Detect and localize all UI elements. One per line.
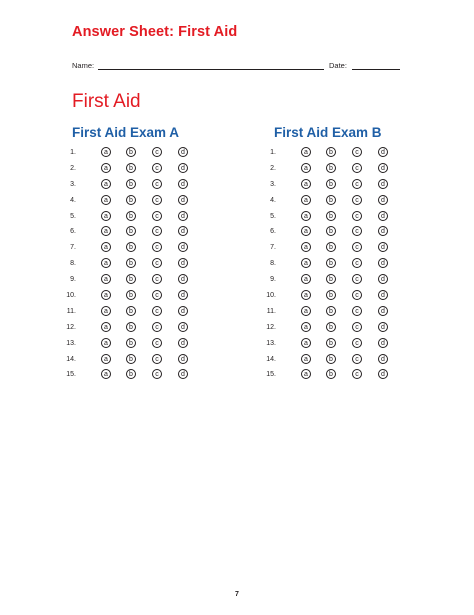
answer-bubble-a[interactable]: a [301, 179, 311, 189]
answer-bubble-a[interactable]: a [301, 369, 311, 379]
name-field-line[interactable] [98, 69, 324, 70]
answer-bubble-c[interactable]: c [152, 179, 162, 189]
answer-bubble-d[interactable]: d [378, 369, 388, 379]
answer-bubble-b[interactable]: b [326, 179, 336, 189]
answer-bubble-d[interactable]: d [178, 290, 188, 300]
answer-bubble-a[interactable]: a [301, 258, 311, 268]
question-number: 6. [70, 228, 76, 236]
name-date-row [72, 61, 402, 75]
question-number: 11. [266, 307, 276, 315]
answer-bubble-b[interactable]: b [326, 242, 336, 252]
exam-a-question-row [63, 225, 193, 241]
answer-bubble-a[interactable]: a [301, 195, 311, 205]
page-header-title: Answer Sheet: First Aid [72, 24, 238, 40]
exam-b-question-row [263, 194, 393, 210]
exam-b-question-row [263, 368, 393, 384]
answer-bubble-d[interactable]: d [178, 338, 188, 348]
answer-bubble-b[interactable]: b [326, 369, 336, 379]
answer-bubble-d[interactable]: d [378, 211, 388, 221]
answer-bubble-b[interactable]: b [126, 179, 136, 189]
question-number: 12. [266, 323, 276, 331]
answer-bubble-c[interactable]: c [352, 258, 362, 268]
answer-bubble-d[interactable]: d [378, 258, 388, 268]
answer-bubble-b[interactable]: b [326, 211, 336, 221]
answer-bubble-c[interactable]: c [152, 354, 162, 364]
question-number: 15. [266, 371, 276, 379]
exam-b-question-row [263, 178, 393, 194]
answer-bubble-a[interactable]: a [301, 306, 311, 316]
answer-bubble-d[interactable]: d [378, 290, 388, 300]
answer-bubble-d[interactable]: d [378, 163, 388, 173]
question-number: 4. [270, 196, 276, 204]
answer-bubble-b[interactable]: b [126, 354, 136, 364]
answer-bubble-c[interactable]: c [152, 226, 162, 236]
exam-a-question-row [63, 178, 193, 194]
answer-bubble-c[interactable]: c [152, 242, 162, 252]
answer-bubble-c[interactable]: c [152, 211, 162, 221]
question-number: 14. [66, 355, 76, 363]
answer-bubble-d[interactable]: d [178, 369, 188, 379]
question-number: 3. [270, 180, 276, 188]
exam-a-answers [63, 146, 193, 384]
answer-bubble-c[interactable]: c [352, 163, 362, 173]
exam-b-question-row [263, 146, 393, 162]
exam-a-title: First Aid Exam A [72, 125, 180, 140]
answer-bubble-c[interactable]: c [352, 211, 362, 221]
answer-bubble-d[interactable]: d [378, 242, 388, 252]
answer-bubble-d[interactable]: d [178, 274, 188, 284]
answer-bubble-a[interactable]: a [301, 338, 311, 348]
exam-b-title: First Aid Exam B [274, 125, 382, 140]
answer-bubble-b[interactable]: b [126, 195, 136, 205]
answer-bubble-b[interactable]: b [326, 226, 336, 236]
answer-bubble-c[interactable]: c [152, 163, 162, 173]
answer-bubble-c[interactable]: c [352, 179, 362, 189]
exam-a-question-row [63, 289, 193, 305]
exam-b-question-row [263, 337, 393, 353]
answer-bubble-d[interactable]: d [378, 226, 388, 236]
question-number: 7. [270, 244, 276, 252]
answer-bubble-b[interactable]: b [126, 290, 136, 300]
answer-bubble-b[interactable]: b [126, 242, 136, 252]
answer-bubble-d[interactable]: d [178, 163, 188, 173]
answer-bubble-d[interactable]: d [178, 211, 188, 221]
answer-bubble-a[interactable]: a [301, 290, 311, 300]
answer-bubble-d[interactable]: d [378, 195, 388, 205]
exam-a-question-row [63, 321, 193, 337]
answer-bubble-b[interactable]: b [326, 306, 336, 316]
answer-bubble-d[interactable]: d [378, 322, 388, 332]
answer-bubble-a[interactable]: a [101, 274, 111, 284]
question-number: 5. [270, 212, 276, 220]
page-number: 7 [235, 591, 239, 598]
answer-bubble-a[interactable]: a [101, 354, 111, 364]
exam-b-question-row [263, 210, 393, 226]
answer-bubble-a[interactable]: a [301, 274, 311, 284]
answer-bubble-a[interactable]: a [301, 322, 311, 332]
question-number: 10. [66, 292, 76, 300]
exam-b-question-row [263, 353, 393, 369]
answer-bubble-c[interactable]: c [352, 242, 362, 252]
answer-bubble-d[interactable]: d [178, 258, 188, 268]
question-number: 13. [66, 339, 76, 347]
answer-bubble-b[interactable]: b [326, 338, 336, 348]
answer-bubble-c[interactable]: c [352, 290, 362, 300]
answer-bubble-c[interactable]: c [152, 290, 162, 300]
answer-bubble-c[interactable]: c [152, 306, 162, 316]
question-number: 8. [70, 260, 76, 268]
answer-bubble-a[interactable]: a [101, 306, 111, 316]
answer-bubble-d[interactable]: d [178, 195, 188, 205]
answer-bubble-b[interactable]: b [126, 322, 136, 332]
answer-bubble-c[interactable]: c [152, 369, 162, 379]
exam-a-question-row [63, 305, 193, 321]
answer-bubble-d[interactable]: d [178, 179, 188, 189]
question-number: 15. [66, 371, 76, 379]
answer-bubble-a[interactable]: a [301, 354, 311, 364]
answer-bubble-a[interactable]: a [301, 163, 311, 173]
question-number: 11. [66, 307, 76, 315]
answer-bubble-a[interactable]: a [101, 179, 111, 189]
answer-bubble-b[interactable]: b [326, 147, 336, 157]
exam-b-question-row [263, 273, 393, 289]
answer-bubble-d[interactable]: d [378, 354, 388, 364]
date-field-line[interactable] [352, 69, 400, 70]
answer-bubble-a[interactable]: a [301, 147, 311, 157]
answer-bubble-b[interactable]: b [326, 163, 336, 173]
answer-bubble-c[interactable]: c [152, 274, 162, 284]
question-number: 3. [70, 180, 76, 188]
exam-a-question-row [63, 337, 193, 353]
answer-bubble-b[interactable]: b [126, 274, 136, 284]
answer-bubble-d[interactable]: d [178, 226, 188, 236]
exam-b-question-row [263, 225, 393, 241]
answer-bubble-b[interactable]: b [126, 211, 136, 221]
answer-bubble-a[interactable]: a [301, 211, 311, 221]
answer-bubble-c[interactable]: c [152, 338, 162, 348]
answer-bubble-a[interactable]: a [101, 338, 111, 348]
answer-bubble-a[interactable]: a [101, 195, 111, 205]
answer-bubble-c[interactable]: c [352, 306, 362, 316]
answer-bubble-b[interactable]: b [126, 147, 136, 157]
question-number: 14. [266, 355, 276, 363]
answer-bubble-b[interactable]: b [126, 258, 136, 268]
question-number: 5. [70, 212, 76, 220]
question-number: 7. [70, 244, 76, 252]
answer-bubble-a[interactable]: a [101, 147, 111, 157]
exam-a-question-row [63, 353, 193, 369]
answer-bubble-a[interactable]: a [101, 226, 111, 236]
answer-bubble-b[interactable]: b [126, 226, 136, 236]
answer-bubble-a[interactable]: a [101, 369, 111, 379]
exam-b-answers [263, 146, 393, 384]
exam-b-question-row [263, 241, 393, 257]
answer-bubble-d[interactable]: d [178, 354, 188, 364]
answer-bubble-b[interactable]: b [326, 195, 336, 205]
answer-bubble-a[interactable]: a [101, 163, 111, 173]
answer-bubble-b[interactable]: b [126, 338, 136, 348]
section-title: First Aid [72, 91, 141, 112]
exam-a-question-row [63, 257, 193, 273]
answer-bubble-b[interactable]: b [126, 163, 136, 173]
exam-b-question-row [263, 305, 393, 321]
answer-bubble-d[interactable]: d [378, 338, 388, 348]
answer-bubble-c[interactable]: c [352, 338, 362, 348]
answer-bubble-a[interactable]: a [301, 242, 311, 252]
question-number: 2. [270, 164, 276, 172]
answer-bubble-c[interactable]: c [352, 274, 362, 284]
answer-bubble-b[interactable]: b [326, 354, 336, 364]
answer-bubble-c[interactable]: c [352, 354, 362, 364]
answer-bubble-d[interactable]: d [178, 147, 188, 157]
answer-bubble-c[interactable]: c [352, 369, 362, 379]
answer-bubble-d[interactable]: d [178, 242, 188, 252]
answer-bubble-c[interactable]: c [152, 147, 162, 157]
answer-bubble-a[interactable]: a [101, 211, 111, 221]
exam-a-question-row [63, 241, 193, 257]
answer-bubble-a[interactable]: a [301, 226, 311, 236]
exam-a-question-row [63, 162, 193, 178]
exam-a-question-row [63, 368, 193, 384]
answer-bubble-a[interactable]: a [101, 322, 111, 332]
answer-bubble-b[interactable]: b [326, 274, 336, 284]
answer-bubble-b[interactable]: b [326, 322, 336, 332]
question-number: 4. [70, 196, 76, 204]
exam-a-question-row [63, 194, 193, 210]
answer-bubble-c[interactable]: c [352, 147, 362, 157]
answer-bubble-c[interactable]: c [352, 195, 362, 205]
question-number: 9. [70, 276, 76, 284]
answer-bubble-d[interactable]: d [178, 306, 188, 316]
answer-bubble-d[interactable]: d [378, 179, 388, 189]
exam-a-question-row [63, 146, 193, 162]
answer-bubble-a[interactable]: a [101, 290, 111, 300]
exam-a-question-row [63, 210, 193, 226]
answer-bubble-b[interactable]: b [326, 290, 336, 300]
answer-bubble-c[interactable]: c [152, 258, 162, 268]
question-number: 2. [70, 164, 76, 172]
question-number: 6. [270, 228, 276, 236]
question-number: 1. [70, 149, 76, 156]
date-label: Date: [329, 61, 347, 70]
answer-bubble-d[interactable]: d [378, 306, 388, 316]
question-number: 10. [266, 292, 276, 300]
answer-bubble-a[interactable]: a [101, 258, 111, 268]
answer-bubble-b[interactable]: b [126, 369, 136, 379]
name-label: Name: [72, 61, 95, 70]
answer-bubble-b[interactable]: b [326, 258, 336, 268]
exam-a-question-row [63, 273, 193, 289]
answer-bubble-a[interactable]: a [101, 242, 111, 252]
answer-bubble-c[interactable]: c [152, 195, 162, 205]
answer-bubble-d[interactable]: d [378, 147, 388, 157]
answer-bubble-c[interactable]: c [352, 322, 362, 332]
question-number: 12. [66, 323, 76, 331]
answer-bubble-d[interactable]: d [178, 322, 188, 332]
question-number: 8. [270, 260, 276, 268]
question-number: 1. [270, 149, 276, 156]
answer-bubble-b[interactable]: b [126, 306, 136, 316]
answer-bubble-c[interactable]: c [152, 322, 162, 332]
exam-b-question-row [263, 162, 393, 178]
exam-b-question-row [263, 257, 393, 273]
exam-b-question-row [263, 289, 393, 305]
question-number: 9. [270, 276, 276, 284]
answer-bubble-c[interactable]: c [352, 226, 362, 236]
answer-bubble-d[interactable]: d [378, 274, 388, 284]
question-number: 13. [266, 339, 276, 347]
exam-b-question-row [263, 321, 393, 337]
